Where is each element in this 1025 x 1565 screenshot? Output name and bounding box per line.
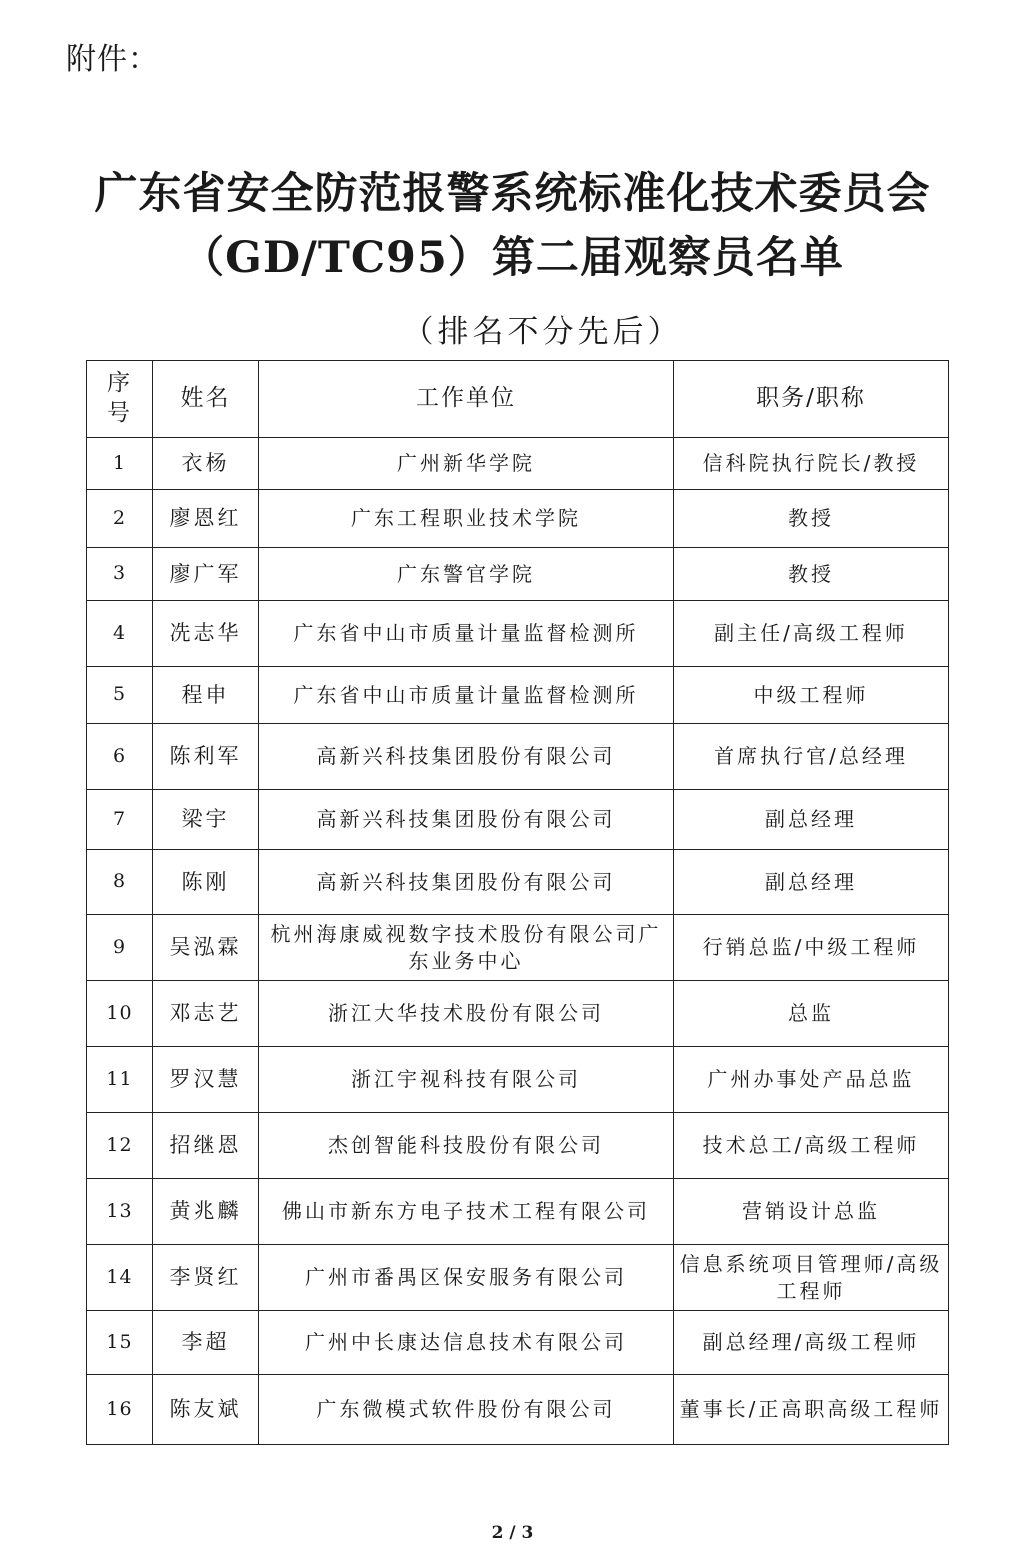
cell-organization: 广东省中山市质量计量监督检测所 — [259, 667, 674, 724]
table-row — [87, 850, 949, 915]
roster-body — [87, 438, 949, 1445]
document-subtitle: （排名不分先后） — [402, 314, 683, 350]
cell-position-title: 信科院执行院长/教授 — [674, 438, 949, 490]
cell-organization: 杰创智能科技股份有限公司 — [259, 1113, 674, 1179]
cell-serial-number: 5 — [87, 667, 153, 724]
cell-position-title: 广州办事处产品总监 — [674, 1047, 949, 1113]
cell-serial-number: 12 — [87, 1113, 153, 1179]
cell-position-title: 行销总监/中级工程师 — [674, 915, 949, 981]
cell-serial-number: 15 — [87, 1311, 153, 1375]
header-position-title: 职务/职称 — [674, 361, 949, 438]
cell-organization: 广州中长康达信息技术有限公司 — [259, 1311, 674, 1375]
cell-serial-number: 8 — [87, 850, 153, 915]
cell-serial-number: 7 — [87, 790, 153, 850]
cell-organization: 广州新华学院 — [259, 438, 674, 490]
table-row — [87, 490, 949, 548]
cell-position-title: 首席执行官/总经理 — [674, 724, 949, 790]
cell-organization: 浙江宇视科技有限公司 — [259, 1047, 674, 1113]
cell-organization: 佛山市新东方电子技术工程有限公司 — [259, 1179, 674, 1245]
cell-position-title: 总监 — [674, 981, 949, 1047]
cell-name: 招继恩 — [153, 1113, 259, 1179]
cell-position-title: 教授 — [674, 548, 949, 601]
table-row — [87, 1179, 949, 1245]
table-row — [87, 724, 949, 790]
cell-name: 程申 — [153, 667, 259, 724]
cell-position-title: 教授 — [674, 490, 949, 548]
table-row — [87, 1047, 949, 1113]
header-organization: 工作单位 — [259, 361, 674, 438]
observer-roster-table — [86, 360, 949, 1445]
cell-organization: 广州市番禺区保安服务有限公司 — [259, 1245, 674, 1311]
table-row — [87, 1375, 949, 1445]
table-row — [87, 667, 949, 724]
cell-name: 李超 — [153, 1311, 259, 1375]
cell-position-title: 副总经理 — [674, 790, 949, 850]
cell-name: 李贤红 — [153, 1245, 259, 1311]
cell-serial-number: 3 — [87, 548, 153, 601]
table-row — [87, 548, 949, 601]
cell-serial-number: 9 — [87, 915, 153, 981]
cell-name: 廖广军 — [153, 548, 259, 601]
cell-position-title: 信息系统项目管理师/高级工程师 — [674, 1245, 949, 1311]
header-serial-number-label: 序号 — [107, 370, 132, 426]
cell-position-title: 副总经理 — [674, 850, 949, 915]
table-header-row — [87, 361, 949, 438]
cell-serial-number: 10 — [87, 981, 153, 1047]
cell-serial-number: 16 — [87, 1375, 153, 1445]
table-row — [87, 790, 949, 850]
cell-serial-number: 6 — [87, 724, 153, 790]
header-name: 姓名 — [153, 361, 259, 438]
cell-serial-number: 11 — [87, 1047, 153, 1113]
cell-name: 罗汉慧 — [153, 1047, 259, 1113]
cell-position-title: 副主任/高级工程师 — [674, 601, 949, 667]
cell-organization: 广东微模式软件股份有限公司 — [259, 1375, 674, 1445]
cell-serial-number: 13 — [87, 1179, 153, 1245]
table-row — [87, 981, 949, 1047]
cell-name: 冼志华 — [153, 601, 259, 667]
document-title-line-2: （GD/TC95）第二届观察员名单 — [181, 233, 844, 283]
table-row — [87, 1113, 949, 1179]
cell-position-title: 营销设计总监 — [674, 1179, 949, 1245]
cell-organization: 浙江大华技术股份有限公司 — [259, 981, 674, 1047]
cell-name: 陈友斌 — [153, 1375, 259, 1445]
table-row — [87, 915, 949, 981]
cell-serial-number: 1 — [87, 438, 153, 490]
header-serial-number — [87, 361, 153, 438]
cell-organization: 广东省中山市质量计量监督检测所 — [259, 601, 674, 667]
cell-name: 陈刚 — [153, 850, 259, 915]
cell-organization: 高新兴科技集团股份有限公司 — [259, 790, 674, 850]
cell-position-title: 技术总工/高级工程师 — [674, 1113, 949, 1179]
page-number: 2 / 3 — [491, 1523, 534, 1543]
cell-position-title: 董事长/正高职高级工程师 — [674, 1375, 949, 1445]
cell-organization: 高新兴科技集团股份有限公司 — [259, 850, 674, 915]
cell-name: 廖恩红 — [153, 490, 259, 548]
table-row — [87, 438, 949, 490]
table-row — [87, 1245, 949, 1311]
cell-name: 陈利军 — [153, 724, 259, 790]
cell-name: 梁宇 — [153, 790, 259, 850]
cell-position-title: 中级工程师 — [674, 667, 949, 724]
table-row — [87, 601, 949, 667]
cell-name: 邓志艺 — [153, 981, 259, 1047]
cell-serial-number: 4 — [87, 601, 153, 667]
cell-serial-number: 14 — [87, 1245, 153, 1311]
table-row — [87, 1311, 949, 1375]
cell-name: 衣杨 — [153, 438, 259, 490]
document-title-line-1: 广东省安全防范报警系统标准化技术委员会 — [94, 169, 931, 219]
cell-position-title: 副总经理/高级工程师 — [674, 1311, 949, 1375]
cell-organization: 高新兴科技集团股份有限公司 — [259, 724, 674, 790]
cell-name: 黄兆麟 — [153, 1179, 259, 1245]
cell-name: 吴泓霖 — [153, 915, 259, 981]
cell-organization: 杭州海康威视数字技术股份有限公司广东业务中心 — [259, 915, 674, 981]
cell-serial-number: 2 — [87, 490, 153, 548]
cell-organization: 广东警官学院 — [259, 548, 674, 601]
attachment-label: 附件： — [66, 42, 159, 77]
cell-organization: 广东工程职业技术学院 — [259, 490, 674, 548]
